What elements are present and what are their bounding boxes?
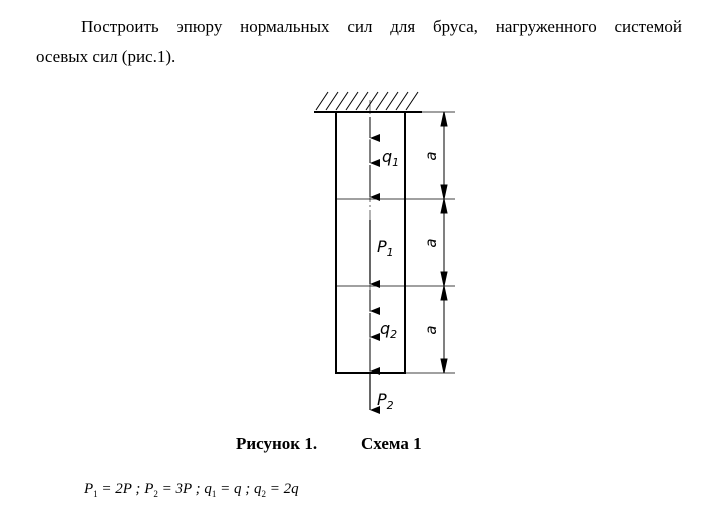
label-p1: $P_1$ <box>377 237 394 259</box>
label-q2: $q_2$ <box>380 319 398 341</box>
load-values-formula: $P_1 = 2P$ ; $P_2 = 3P$ ; $q_1 = q$ ; $q_2 = 2q$ <box>84 481 299 499</box>
dim-label-a-1: a <box>422 151 440 161</box>
scheme-caption: Схема 1 <box>361 434 422 453</box>
dim-label-a-3: a <box>422 325 440 335</box>
dimension-lines <box>441 112 447 373</box>
dim-label-a-2: a <box>422 238 440 248</box>
figure-caption: Рисунок 1. <box>236 434 318 453</box>
problem-line-1: Построить эпюру нормальных сил для бруса, нагруженного системой <box>81 17 682 36</box>
label-p2: $P_2$ <box>377 390 394 412</box>
label-q1: $q_1$ <box>382 147 400 169</box>
fixed-support <box>314 92 422 112</box>
problem-line-2: осевых сил (рис.1). <box>36 47 176 66</box>
